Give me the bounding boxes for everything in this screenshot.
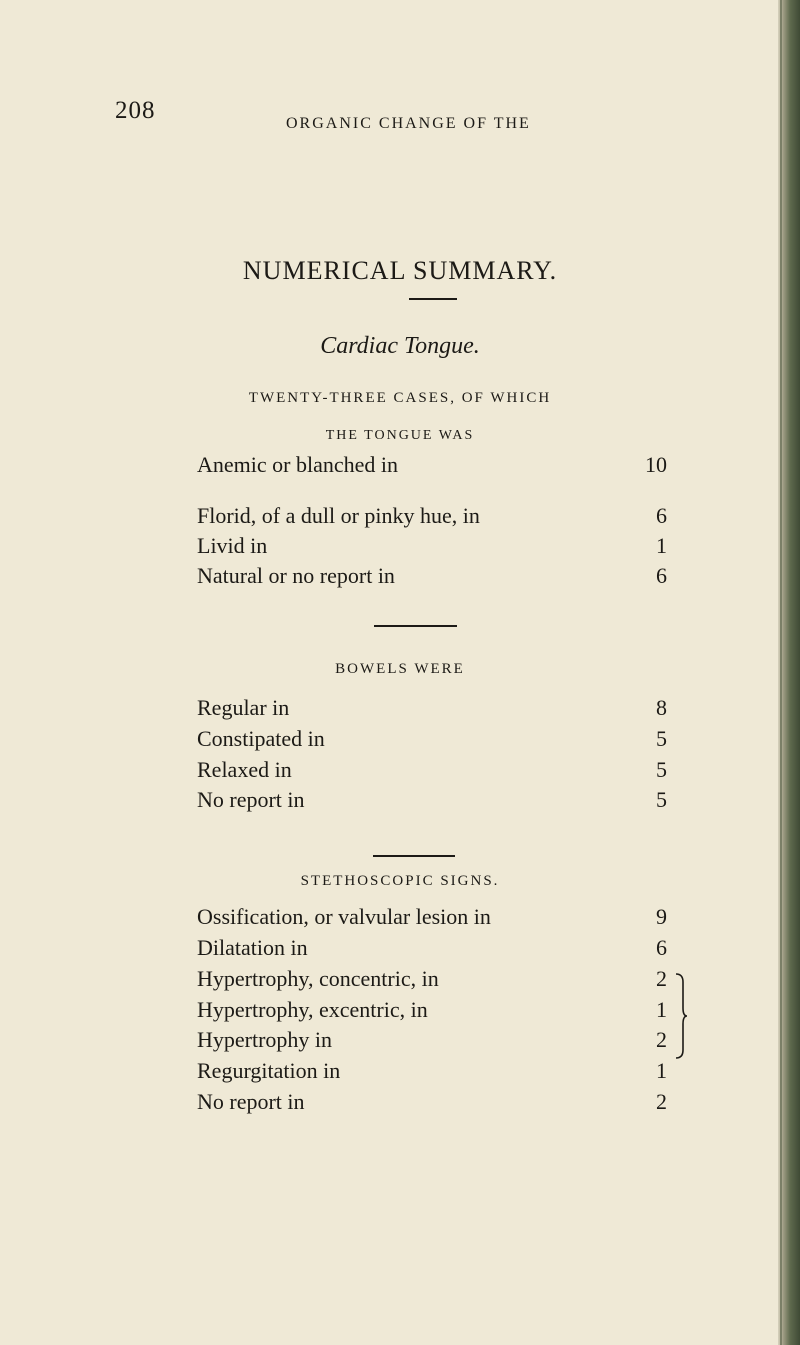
page-number: 208 — [115, 97, 156, 124]
page-title: NUMERICAL SUMMARY. — [242, 256, 558, 285]
item-value: 1 — [656, 1058, 667, 1083]
item-label: Regular in — [197, 695, 290, 720]
section-subtitle: Cardiac Tongue. — [320, 333, 480, 359]
item-label: Natural or no report in — [197, 563, 395, 588]
divider — [373, 855, 455, 857]
item-value: 5 — [656, 726, 667, 751]
item-label: Hypertrophy, excentric, in — [197, 997, 428, 1022]
item-value: 2 — [656, 1027, 667, 1052]
divider — [374, 625, 457, 627]
item-value: 6 — [656, 935, 667, 960]
right-brace-icon — [674, 972, 688, 1060]
list-item — [197, 935, 667, 965]
item-value: 1 — [656, 997, 667, 1022]
item-label: Dilatation in — [197, 935, 308, 960]
list-item — [197, 997, 667, 1027]
item-label: Livid in — [197, 533, 268, 558]
item-value: 1 — [656, 533, 667, 558]
item-value: 10 — [645, 452, 667, 477]
intro-line: TWENTY-THREE CASES, OF WHICH — [248, 390, 552, 406]
item-value: 8 — [656, 695, 667, 720]
item-label: Relaxed in — [197, 757, 292, 782]
item-value: 2 — [656, 966, 667, 991]
item-label: No report in — [197, 1089, 305, 1114]
item-label: Hypertrophy, concentric, in — [197, 966, 439, 991]
item-value: 6 — [656, 503, 667, 528]
item-value: 5 — [656, 757, 667, 782]
list-item — [197, 563, 667, 593]
list-item — [197, 695, 667, 725]
item-label: Ossification, or valvular lesion in — [197, 904, 491, 929]
list-item — [197, 904, 667, 934]
item-value: 2 — [656, 1089, 667, 1114]
list-item — [197, 1089, 667, 1119]
item-label: Anemic or blanched in — [197, 452, 398, 477]
list-item — [197, 787, 667, 817]
item-value: 5 — [656, 787, 667, 812]
list-item — [197, 757, 667, 787]
item-label: No report in — [197, 787, 305, 812]
list-item — [197, 1027, 667, 1057]
section-heading: STETHOSCOPIC SIGNS. — [300, 873, 500, 889]
list-item — [197, 1058, 667, 1088]
list-item — [197, 966, 667, 996]
item-label: Constipated in — [197, 726, 325, 751]
list-item — [197, 452, 667, 482]
section-heading: BOWELS WERE — [335, 661, 465, 677]
item-label: Regurgitation in — [197, 1058, 341, 1083]
list-item — [197, 726, 667, 756]
item-value: 9 — [656, 904, 667, 929]
intro-line: THE TONGUE WAS — [325, 428, 475, 443]
item-label: Florid, of a dull or pinky hue, in — [197, 503, 480, 528]
item-label: Hypertrophy in — [197, 1027, 333, 1052]
list-item — [197, 503, 667, 533]
list-item — [197, 533, 667, 563]
item-value: 6 — [656, 563, 667, 588]
running-head: ORGANIC CHANGE OF THE — [286, 115, 531, 132]
divider — [409, 298, 457, 300]
